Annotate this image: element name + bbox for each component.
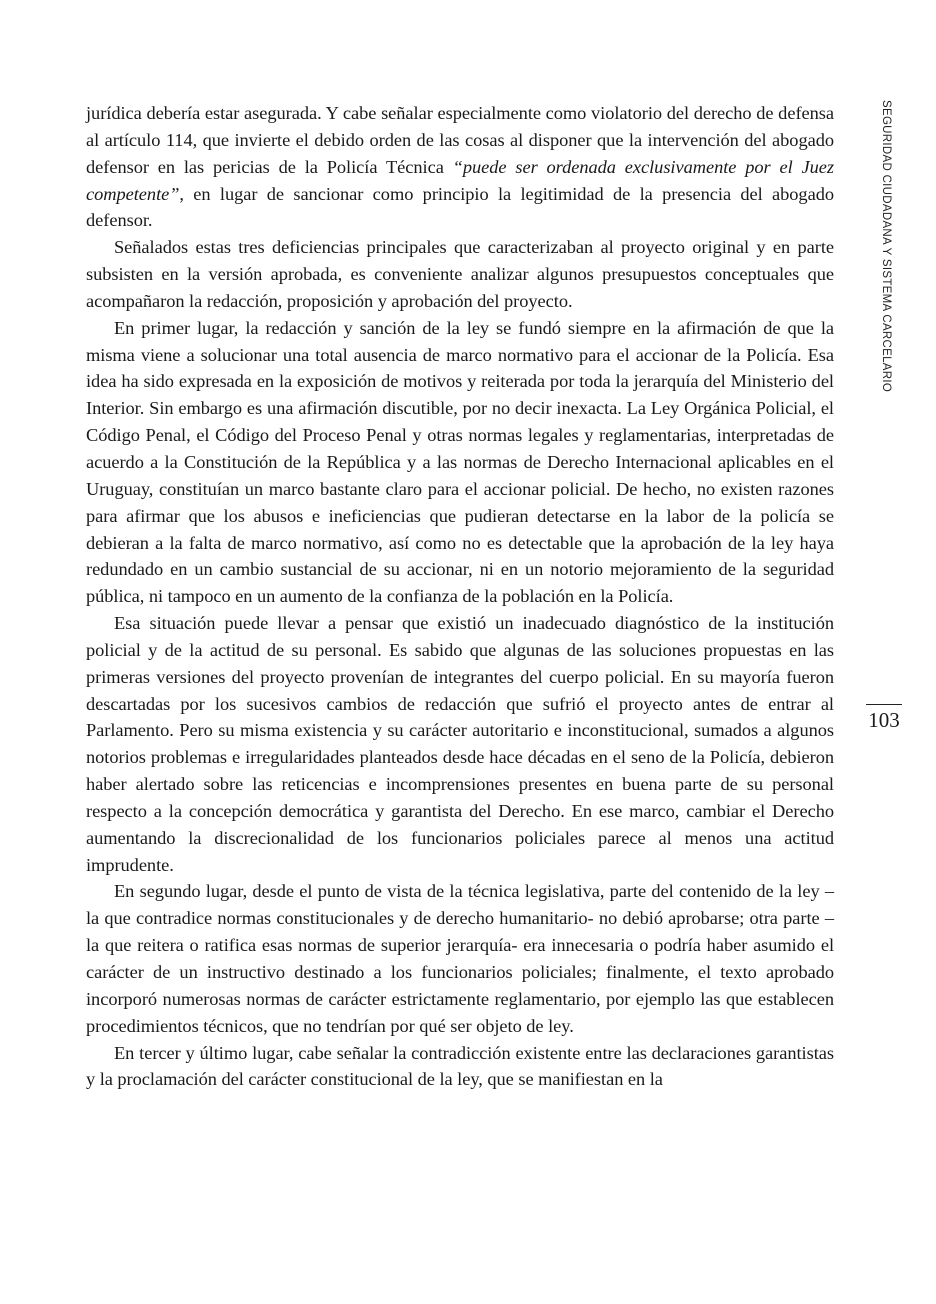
paragraph: En segundo lugar, desde el punto de vista de la técnica legislativa, parte del contenido de la ley –la que contradice normas constitucionales y de derecho humanitario- no debió aprobarse; otra parte –la que reitera o ratifica esas normas de superior jerarquía- era innecesaria o podría haber asumido el carácter de un instructivo destinado a los funcionarios policiales; finalmente, el texto aprobado incorporó numerosas normas de carácter estrictamente reglamentario, por ejemplo las que establecen procedimientos técnicos, que no tendrían por qué ser objeto de ley. [86, 881, 834, 1036]
paragraph-text: , en lugar de sancionar como principio la legitimidad de la presencia del abogado defensor. [86, 183, 834, 231]
paragraph: Esa situación puede llevar a pensar que existió un inadecuado diagnóstico de la institución policial y de la actitud de su personal. Es sabido que algunas de las soluciones propuestas en las primeras versiones del proyecto provenían de integrantes del cuerpo policial. En su mayoría fueron descartadas por los sucesivos cambios de redacción que sufrió el proyecto antes de entrar al Parlamento. Pero su misma existencia y su carácter autoritario e inconstitucional, sumados a algunos notorios problemas e irregularidades planteados desde hace décadas en el seno de la Policía, debieron haber alertado sobre las reticencias e incomprensiones presentes en buena parte de su personal respecto a la concepción democrática y garantista del Derecho. En ese marco, cambiar el Derecho aumentando la discrecionalidad de los funcionarios policiales parece al menos una actitud imprudente. [86, 613, 834, 875]
body-text [86, 100, 834, 1093]
page-number-rule [866, 704, 902, 705]
quoted-text: “puede ser ordenada exclusivamente por el Juez competente” [86, 156, 834, 204]
paragraph: En primer lugar, la redacción y sanción de la ley se fundó siempre en la afirmación de que la misma viene a solucionar una total ausencia de marco normativo para el accionar de la Policía. Esa idea ha sido expresada en la exposición de motivos y reiterada por toda la jerarquía del Ministerio del Interior. Sin embargo es una afirmación discutible, por no decir inexacta. La Ley Orgánica Policial, el Código Penal, el Código del Proceso Penal y otras normas legales y reglamentarias, interpretadas de acuerdo a la Constitución de la República y a las normas de Derecho Internacional aplicables en el Uruguay, constituían un marco bastante claro para el accionar policial. De hecho, no existen razones para afirmar que los abusos e ineficiencias que pudieran detectarse en la labor de la policía se debieran a la falta de marco normativo, así como no es detectable que la aprobación de la ley haya redundado en un cambio sustancial de su accionar, ni en un notorio mejoramiento de la seguridad pública, ni tampoco en un aumento de la confianza de la población en la Policía. [86, 317, 834, 607]
running-head: SEGURIDAD CIUDADANA Y SISTEMA CARCELARIO [880, 100, 892, 393]
paragraph: En tercer y último lugar, cabe señalar la contradicción existente entre las declaraciones garantistas y la proclamación del carácter constitucional de la ley, que se manifiestan en la [86, 1042, 834, 1090]
page-number: 103 [868, 708, 900, 732]
paragraph [86, 100, 834, 234]
paragraph-text: jurídica debería estar asegurada. Y cabe señalar especialmente como violatorio del derecho de defensa al artículo 114, que invierte el debido orden de las cosas al disponer que la intervención del abogado defensor en las pericias de la Policía Técnica [86, 103, 834, 177]
paragraph: Señalados estas tres deficiencias principales que caracterizaban al proyecto original y en parte subsisten en la versión aprobada, es conveniente analizar algunos presupuestos conceptuales que acompañaron la redacción, proposición y aprobación del proyecto. [86, 237, 834, 311]
